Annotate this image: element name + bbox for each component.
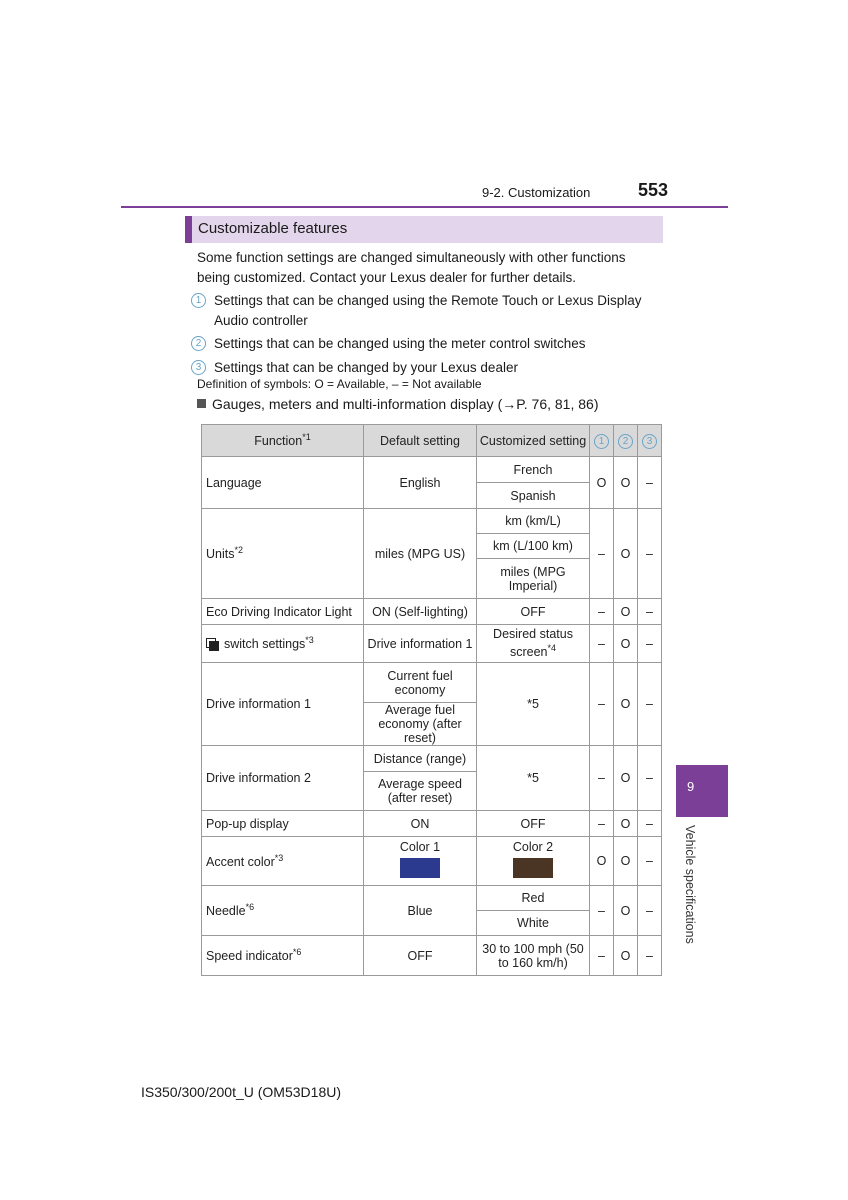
cell-function: Drive information 2 xyxy=(202,746,364,811)
cell-m3: – xyxy=(638,886,662,936)
cell-default: ON xyxy=(364,811,477,837)
cell-customized: km (km/L) xyxy=(477,509,590,534)
subheading-text: Gauges, meters and multi-information display (→P. 76, 81, 86) xyxy=(212,396,599,412)
cell-m1: – xyxy=(590,886,614,936)
header-method-1 xyxy=(590,425,614,457)
cell-m1: O xyxy=(590,837,614,886)
cell-function: Pop-up display xyxy=(202,811,364,837)
numbered-item-text: Settings that can be changed using the meter control switches xyxy=(214,336,586,351)
table-row xyxy=(202,936,662,976)
cell-m3: – xyxy=(638,811,662,837)
chapter-number: 9 xyxy=(687,779,695,794)
cell-customized: OFF xyxy=(477,599,590,625)
cell-customized: Color 2 xyxy=(477,837,590,886)
cell-default: English xyxy=(364,457,477,509)
cell-default: miles (MPG US) xyxy=(364,509,477,599)
cell-default: Current fuel economy xyxy=(364,663,477,703)
cell-m1: O xyxy=(590,457,614,509)
cell-default: Average speed (after reset) xyxy=(364,772,477,811)
cell-customized: Desired status screen$^{*4}$ xyxy=(477,625,590,663)
chapter-label: Vehicle specifications xyxy=(683,825,697,944)
section-title: Customizable features xyxy=(198,220,348,237)
cell-default: Drive information 1 xyxy=(364,625,477,663)
cell-m3: – xyxy=(638,599,662,625)
cell-m1: – xyxy=(590,599,614,625)
subheading xyxy=(197,396,598,412)
cell-default: ON (Self-lighting) xyxy=(364,599,477,625)
circle-number-icon: 1 xyxy=(191,293,206,308)
cell-m2: O xyxy=(614,457,638,509)
table-row xyxy=(202,886,662,911)
cell-function: Drive information 1 xyxy=(202,663,364,746)
cell-m2: O xyxy=(614,811,638,837)
header-section-title: 9-2. Customization xyxy=(482,185,591,200)
numbered-item-text: Settings that can be changed by your Lexus dealer xyxy=(214,360,518,375)
table-row xyxy=(202,509,662,534)
cell-function: Speed indicator$^{*6}$ xyxy=(202,936,364,976)
cell-m3: – xyxy=(638,509,662,599)
table-row xyxy=(202,457,662,483)
cell-m1: – xyxy=(590,625,614,663)
footer-model-code: IS350/300/200t_U (OM53D18U) xyxy=(141,1084,341,1100)
cell-function: Language xyxy=(202,457,364,509)
circle-number-icon: 3 xyxy=(642,434,657,449)
symbol-definition: Definition of symbols: O = Available, – = Not available xyxy=(197,377,482,391)
cell-default: OFF xyxy=(364,936,477,976)
header-method-3 xyxy=(638,425,662,457)
cell-m2: O xyxy=(614,625,638,663)
table-row xyxy=(202,837,662,886)
table-row xyxy=(202,625,662,663)
cell-default: Color 1 xyxy=(364,837,477,886)
header-rule xyxy=(121,206,728,208)
table-row xyxy=(202,811,662,837)
cell-m3: – xyxy=(638,625,662,663)
cell-m3: – xyxy=(638,936,662,976)
table-row xyxy=(202,746,662,772)
header-default: Default setting xyxy=(364,425,477,457)
cell-m1: – xyxy=(590,811,614,837)
page-number: 553 xyxy=(638,180,669,200)
cell-customized: 30 to 100 mph (50 to 160 km/h) xyxy=(477,936,590,976)
circle-number-icon: 2 xyxy=(191,336,206,351)
cell-m1: – xyxy=(590,746,614,811)
cell-customized: OFF xyxy=(477,811,590,837)
numbered-item-text: Settings that can be changed using the Remote Touch or Lexus Display Audio controller xyxy=(214,293,642,328)
header-function: Function$^{*1}$ xyxy=(202,425,364,457)
cell-default: Blue xyxy=(364,886,477,936)
cell-function: Eco Driving Indicator Light xyxy=(202,599,364,625)
cell-default: Distance (range) xyxy=(364,746,477,772)
cell-m3: – xyxy=(638,746,662,811)
cell-m3: – xyxy=(638,837,662,886)
section-title-bar xyxy=(185,216,663,243)
header-method-2 xyxy=(614,425,638,457)
cell-customized: *5 xyxy=(477,663,590,746)
table-row xyxy=(202,663,662,703)
cell-customized: Red xyxy=(477,886,590,911)
square-bullet-icon xyxy=(197,399,206,408)
cell-function: Units$^{*2}$ xyxy=(202,509,364,599)
cell-m1: – xyxy=(590,663,614,746)
cell-m2: O xyxy=(614,599,638,625)
cell-customized: miles (MPG Imperial) xyxy=(477,559,590,599)
features-table xyxy=(201,424,662,976)
cell-default: Average fuel economy (after reset) xyxy=(364,703,477,746)
cell-function: Needle$^{*6}$ xyxy=(202,886,364,936)
cell-customized: French xyxy=(477,457,590,483)
cell-m2: O xyxy=(614,886,638,936)
table-row xyxy=(202,599,662,625)
intro-paragraph: Some function settings are changed simultaneously with other functions being customized. Contact your Lexus dealer for further details. xyxy=(197,250,626,285)
cell-m2: O xyxy=(614,746,638,811)
cell-m2: O xyxy=(614,837,638,886)
cell-customized: White xyxy=(477,911,590,936)
cell-customized: *5 xyxy=(477,746,590,811)
circle-number-icon: 3 xyxy=(191,360,206,375)
cell-function: Accent color$^{*3}$ xyxy=(202,837,364,886)
color-1-swatch xyxy=(400,858,440,878)
cell-m1: – xyxy=(590,509,614,599)
color-2-swatch xyxy=(513,858,553,878)
circle-number-icon: 1 xyxy=(594,434,609,449)
chapter-tab xyxy=(676,765,728,817)
cell-m1: – xyxy=(590,936,614,976)
cell-m3: – xyxy=(638,663,662,746)
display-switch-icon xyxy=(206,638,220,651)
circle-number-icon: 2 xyxy=(618,434,633,449)
table-header-row xyxy=(202,425,662,457)
cell-function: switch settings$^{*3}$ xyxy=(202,625,364,663)
cell-m2: O xyxy=(614,936,638,976)
cell-m2: O xyxy=(614,663,638,746)
cell-m3: – xyxy=(638,457,662,509)
cell-m2: O xyxy=(614,509,638,599)
header-customized: Customized setting xyxy=(477,425,590,457)
cell-customized: Spanish xyxy=(477,483,590,509)
cell-customized: km (L/100 km) xyxy=(477,534,590,559)
